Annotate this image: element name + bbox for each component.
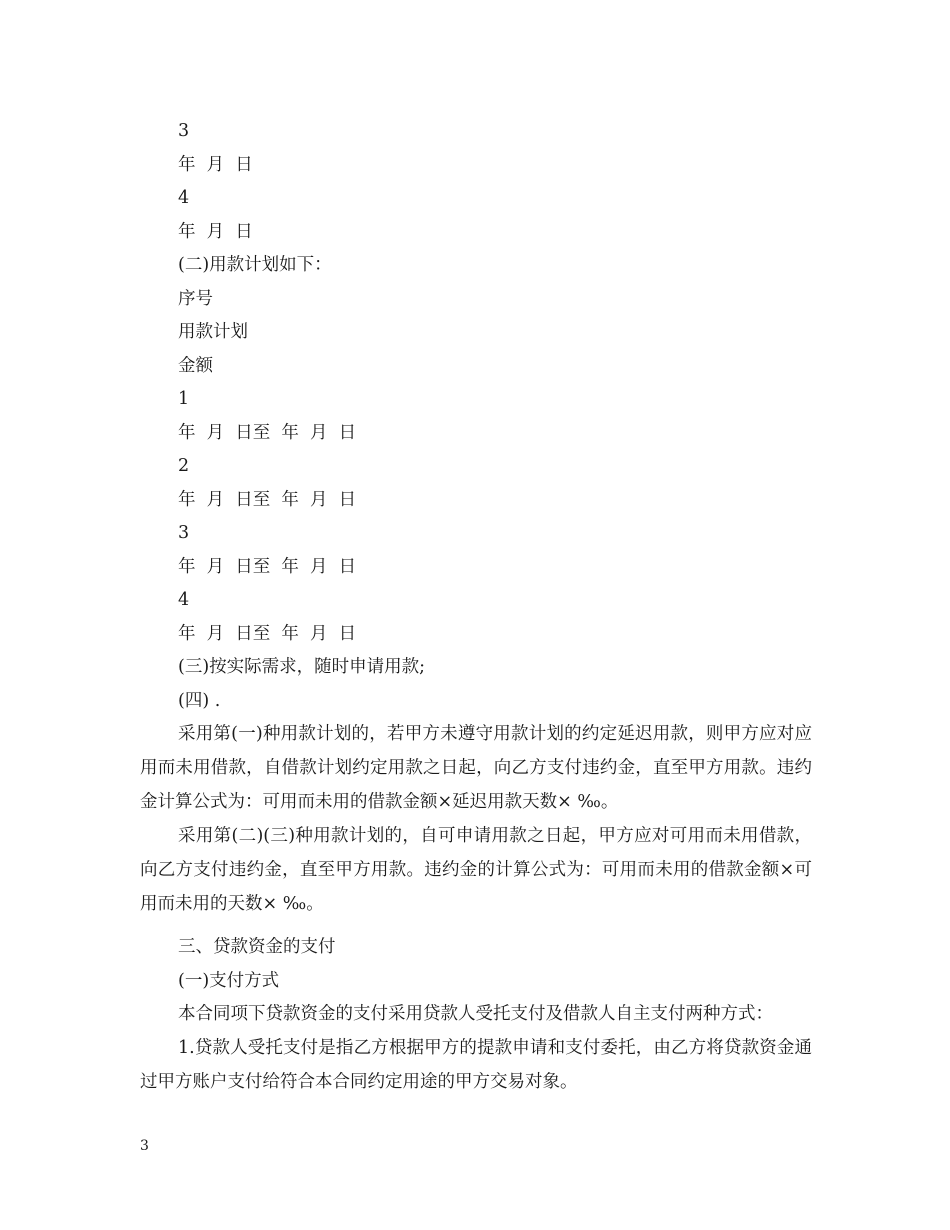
list-line: 年 月 日至 年 月 日	[178, 557, 357, 577]
list-line: (三)按实际需求，随时申请用款;	[178, 657, 426, 677]
subsection-heading: (一)支付方式	[178, 971, 280, 991]
payment-methods-paragraph: 本合同项下贷款资金的支付采用贷款人受托支付及借款人自主支付两种方式：	[178, 1004, 773, 1024]
list-line: 年 月 日	[178, 222, 253, 242]
list-line: 用款计划	[178, 322, 248, 342]
list-line: 年 月 日至 年 月 日	[178, 624, 357, 644]
list-line: 3	[178, 121, 190, 141]
list-line: 2	[178, 456, 190, 476]
entrusted-payment-paragraph: 1.贷款人受托支付是指乙方根据甲方的提款申请和支付委托，由乙方将贷款资金通过甲方账户支付给符合本合同约定用途的甲方交易对象。	[140, 1038, 812, 1092]
section-heading: 三、贷款资金的支付	[178, 937, 336, 957]
penalty-paragraph-2: 采用第(二)(三)种用款计划的，自可申请用款之日起，甲方应对可用而未用借款，向乙方支付违约金，直至甲方用款。违约金的计算公式为：可用而未用的借款金额×可用而未用的天数× ‰。	[140, 826, 812, 914]
list-line: 4	[178, 590, 190, 610]
list-line: (四) .	[178, 691, 221, 711]
list-line: 年 月 日至 年 月 日	[178, 490, 357, 510]
list-line: 3	[178, 523, 190, 543]
list-line: 1	[178, 389, 190, 409]
list-line: 4	[178, 188, 190, 208]
list-line: 年 月 日	[178, 155, 253, 175]
list-line: (二)用款计划如下：	[178, 255, 332, 275]
list-line: 金额	[178, 356, 213, 376]
list-line: 序号	[178, 289, 213, 309]
page-number: 3	[140, 1138, 149, 1154]
penalty-paragraph-1: 采用第(一)种用款计划的，若甲方未遵守用款计划的约定延迟用款，则甲方应对应用而未用借款，自借款计划约定用款之日起，向乙方支付违约金，直至甲方用款。违约金计算公式为：可用而未用的借款金额×延迟用款天数× ‰。	[140, 724, 812, 812]
list-line: 年 月 日至 年 月 日	[178, 423, 357, 443]
